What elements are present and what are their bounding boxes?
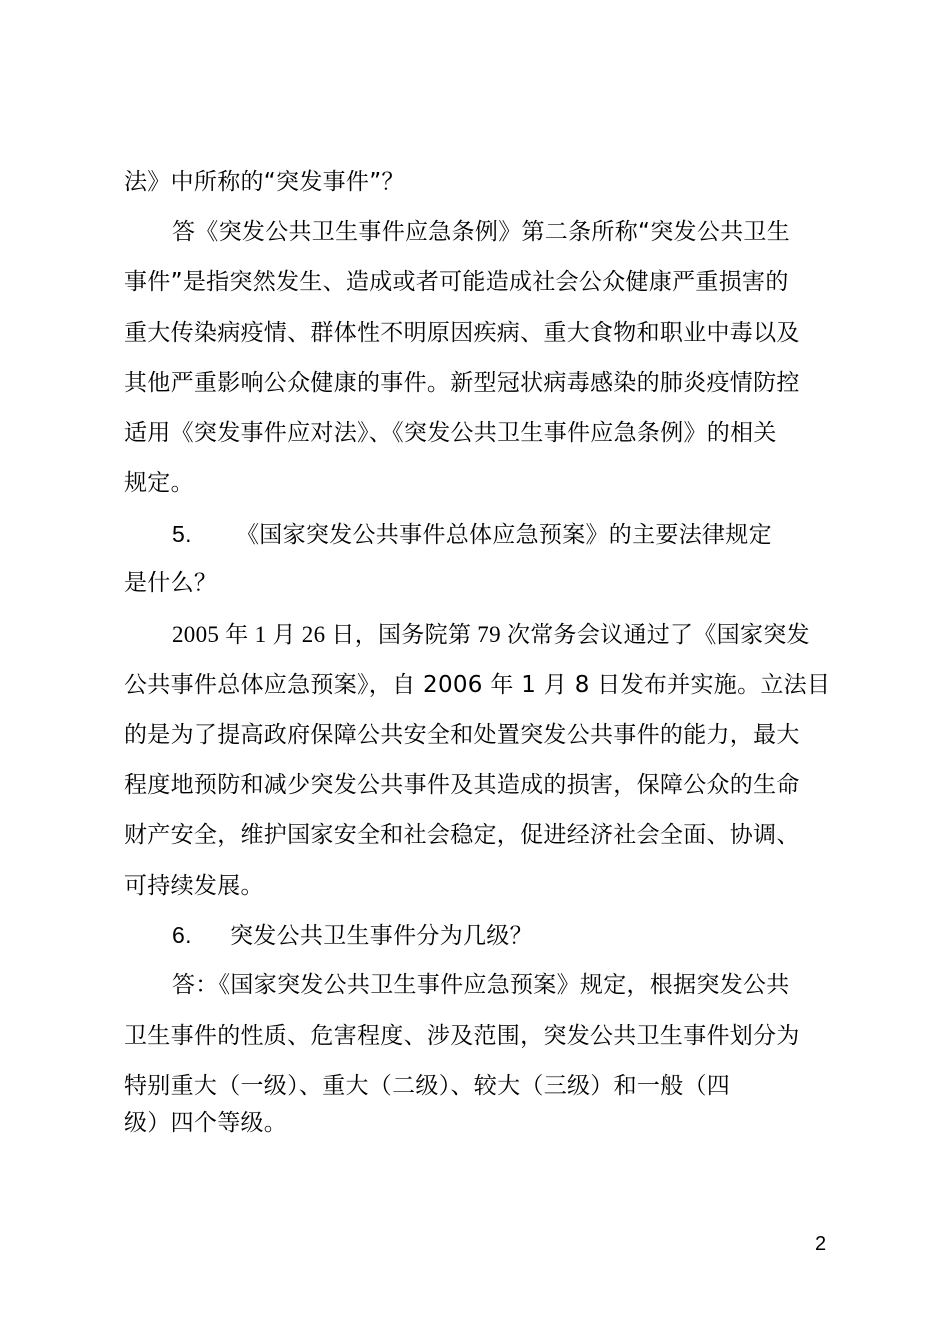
answer-6-line: 答：《国家突发公共卫生事件应急预案》规定，根据突发公共 <box>172 972 790 998</box>
text-line: 是什么？ <box>124 570 218 596</box>
text-line: 法》中所称的“突发事件”？ <box>124 169 405 195</box>
text-line: 财产安全，维护国家安全和社会稳定，促进经济社会全面、协调、 <box>124 822 800 848</box>
question-text: 《国家突发公共事件总体应急预案》的主要法律规定 <box>236 522 772 548</box>
page-number: 2 <box>815 1233 827 1255</box>
text-line: 级）四个等级。 <box>124 1110 288 1136</box>
text-line: 的是为了提高政府保障公共安全和处置突发公共事件的能力，最大 <box>124 722 800 748</box>
text-line: 可持续发展。 <box>124 873 264 899</box>
text-line: 公共事件总体应急预案》，自 2006 年 1 月 8 日发布并实施。立法目 <box>124 672 831 698</box>
text-line: 卫生事件的性质、危害程度、涉及范围，突发公共卫生事件划分为 <box>124 1023 800 1049</box>
question-text: 突发公共卫生事件分为几级？ <box>230 923 533 949</box>
question-5-heading <box>172 519 772 550</box>
answer-5-line: 2005 年 1 月 26 日，国务院第 79 次常务会议通过了《国家突发 <box>172 622 810 647</box>
text-line: 重大传染病疫情、群体性不明原因疾病、重大食物和职业中毒以及 <box>124 320 800 346</box>
answer-4-line: 答《突发公共卫生事件应急条例》第二条所称“突发公共卫生 <box>172 219 791 245</box>
text-line: 程度地预防和减少突发公共事件及其造成的损害，保障公众的生命 <box>124 772 800 798</box>
text-line: 特别重大（一级）、重大（二级）、较大（三级）和一般（四 <box>124 1073 731 1099</box>
question-6-heading <box>172 920 533 951</box>
question-number: 6. <box>172 922 192 948</box>
text-line: 适用《突发事件应对法》、《突发公共卫生事件应急条例》的相关 <box>124 420 777 446</box>
text-line: 规定。 <box>124 470 194 496</box>
text-line: 事件”是指突然发生、造成或者可能造成社会公众健康严重损害的 <box>124 269 789 295</box>
text-line: 其他严重影响公众健康的事件。新型冠状病毒感染的肺炎疫情防控 <box>124 370 800 396</box>
question-number: 5. <box>172 521 192 547</box>
